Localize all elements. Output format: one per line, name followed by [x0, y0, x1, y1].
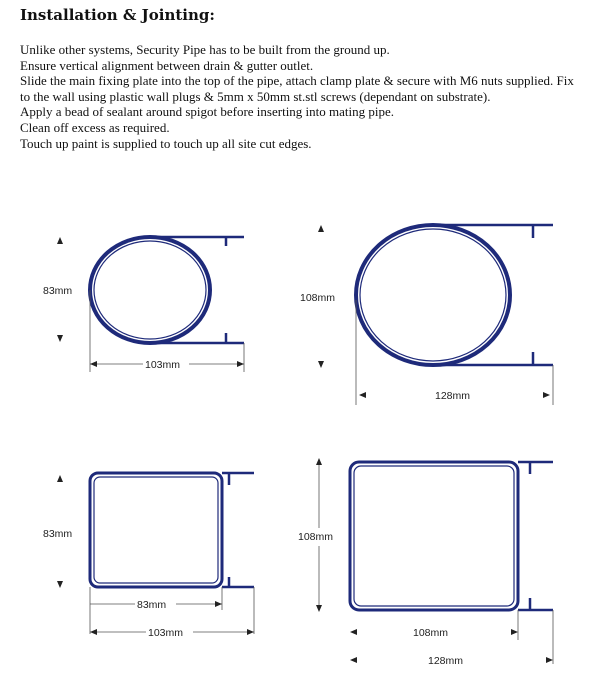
- page-heading: Installation & Jointing:: [20, 6, 215, 24]
- instruction-line: Unlike other systems, Security Pipe has to be built from the ground up.: [20, 42, 390, 57]
- square-pipe-inner: [94, 477, 218, 583]
- instruction-line: Clean off excess as required.: [20, 119, 170, 135]
- arrow-right-icon: [247, 629, 254, 635]
- instruction-line: Apply a bead of sealant around spigot before inserting into mating pipe.: [20, 104, 395, 120]
- instruction-line: Slide the main fixing plate into the top of the pipe, attach clamp plate & secure with M6 nuts supplied. Fix to the wall using plastic wall plugs & 5mm x 50mm st.stl screws (dependant on substrate).: [20, 73, 574, 104]
- width-dimension: 103mm: [148, 627, 184, 639]
- arrow-right-icon: [546, 657, 553, 663]
- arrow-right-icon: [215, 601, 222, 607]
- height-dimension: 108mm: [298, 531, 334, 543]
- round-pipe-inner: [360, 229, 506, 361]
- round-pipe-inner: [94, 241, 206, 339]
- square-pipe-outline: [350, 462, 518, 610]
- arrow-left-icon: [90, 361, 97, 367]
- width-dimension: 128mm: [428, 655, 464, 667]
- arrow-right-icon: [237, 361, 244, 367]
- arrow-left-icon: [350, 629, 357, 635]
- arrow-down-icon: [57, 335, 63, 342]
- arrow-left-icon: [359, 392, 366, 398]
- arrow-right-icon: [511, 629, 518, 635]
- arrow-up-icon: [318, 225, 324, 232]
- arrow-up-icon: [57, 475, 63, 482]
- small-round-pipe-diagram: [43, 237, 244, 372]
- arrow-up-icon: [57, 237, 63, 244]
- square-pipe-outline: [90, 473, 222, 587]
- arrow-down-icon: [316, 605, 322, 612]
- inner-width-dimension: 108mm: [413, 627, 449, 639]
- large-round-pipe-diagram: [300, 225, 553, 405]
- inner-width-dimension: 83mm: [137, 599, 167, 611]
- arrow-up-icon: [316, 458, 322, 465]
- arrow-down-icon: [57, 581, 63, 588]
- instruction-line: Touch up paint is supplied to touch up all site cut edges.: [20, 135, 312, 151]
- large-square-pipe-diagram: [298, 458, 553, 667]
- instruction-line: Ensure vertical alignment between drain & gutter outlet.: [20, 57, 314, 73]
- arrow-right-icon: [543, 392, 550, 398]
- height-dimension: 83mm: [43, 528, 73, 540]
- small-square-pipe-diagram: [43, 473, 254, 639]
- arrow-left-icon: [350, 657, 357, 663]
- arrow-left-icon: [90, 629, 97, 635]
- height-dimension: 108mm: [300, 292, 336, 304]
- width-dimension: 128mm: [435, 390, 471, 402]
- arrow-down-icon: [318, 361, 324, 368]
- height-dimension: 83mm: [43, 285, 73, 297]
- square-pipe-inner: [354, 466, 514, 606]
- round-pipe-outline: [356, 225, 510, 365]
- round-pipe-outline: [90, 237, 210, 343]
- width-dimension: 103mm: [145, 359, 181, 371]
